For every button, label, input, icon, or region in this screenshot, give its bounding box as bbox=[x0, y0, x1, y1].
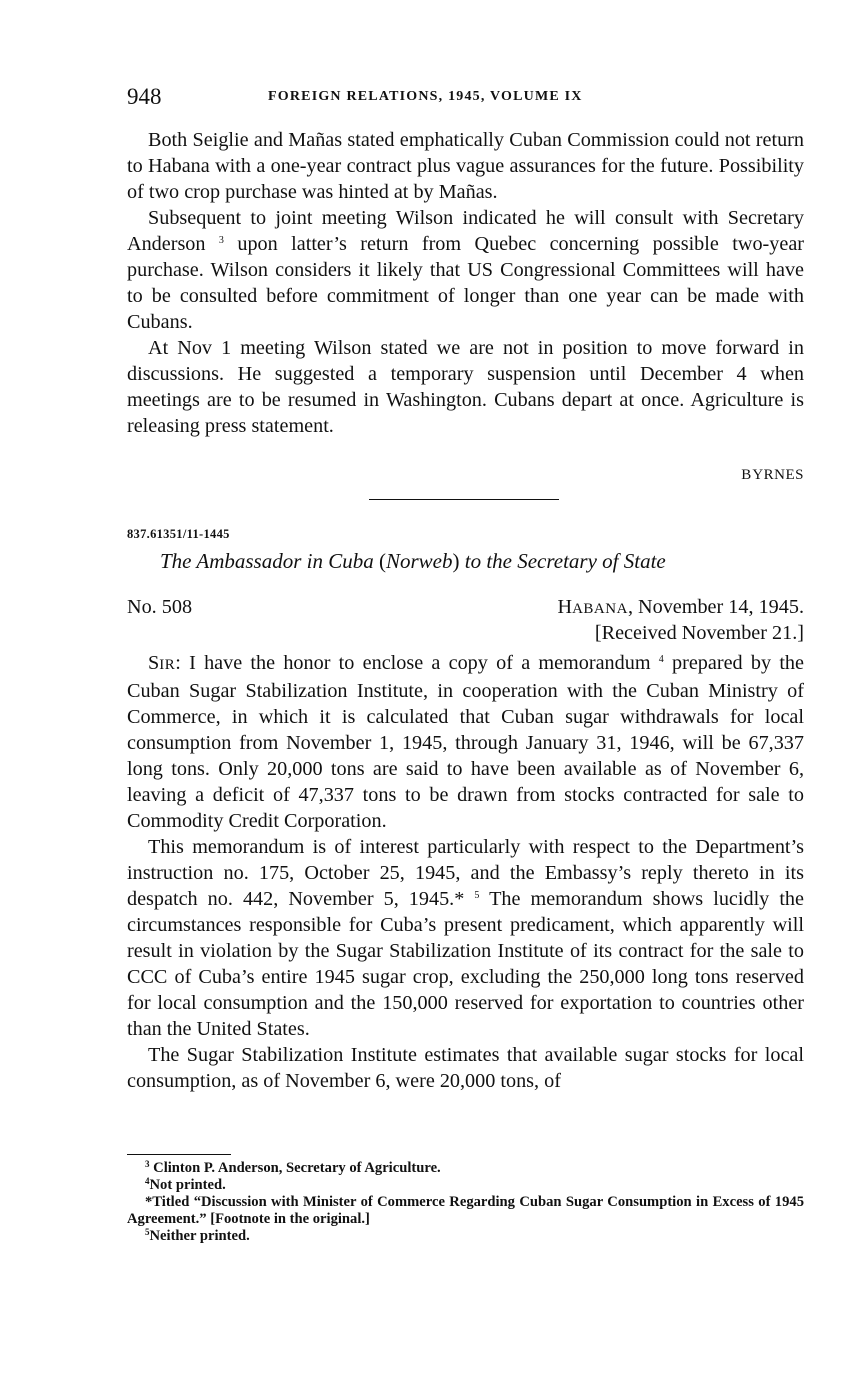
received-date: [Received November 21.] bbox=[594, 622, 804, 644]
paragraph: The Sugar Stabilization Institute estimates that available sugar stocks for local consumption, as of November 6, were 20,000 tons, of bbox=[127, 1044, 804, 1092]
paragraph: This memorandum is of interest particularly with respect to the Department’s instruction no. 175, October 25, 1945, and the Embassy’s reply thereto in its despatch no. 442, November 5, 1945.* $^5$ The memorandum shows lucidly the circumstances responsible for Cuba’s present predicament, which apparently will result in violation by the Sugar Stabilization Institute of its contract for the sale to CCC of Cuba’s entire 1945 sugar crop, excluding the 250,000 long tons reserved for local consumption and the 150,000 reserved for exportation to countries other than the United States. bbox=[127, 836, 804, 1040]
page-header bbox=[127, 84, 807, 114]
footnotes bbox=[127, 1160, 804, 1245]
page-number: 948 bbox=[127, 84, 162, 109]
document-title: The Ambassador in Cuba (Norweb) to the Secretary of State bbox=[160, 549, 666, 573]
paragraph: Both Seiglie and Mañas stated emphatically Cuban Commission could not return to Habana with a one-year contract plus vague assurances for the future. Possibility of two crop purchase was hinted at by Mañas. bbox=[127, 129, 804, 203]
footnote-reference: 4 bbox=[658, 654, 664, 665]
paragraph: SIR: I have the honor to enclose a copy of a memorandum $^4$ prepared by the Cuban Sugar Stabilization Institute, in cooperation with the Cuban Ministry of Commerce, in which it is calculated that Cuban sugar withdrawals for local consumption from November 1, 1945, through January 31, 1946, will be 67,337 long tons. Only 20,000 tons are said to have been available as of November 6, leaving a deficit of 47,337 tons to be drawn from stocks contracted for sale to Commodity Credit Corporation. bbox=[127, 652, 804, 832]
footnote: $^4$Not printed. bbox=[145, 1176, 226, 1193]
footnote-reference: 3 bbox=[218, 235, 224, 246]
footnote: $^5$Neither printed. bbox=[145, 1227, 250, 1244]
paragraph: At Nov 1 meeting Wilson stated we are not in position to move forward in discussions. He suggested a temporary suspension until December 4 when meetings are to be resumed in Washington. Cubans depart at once. Agriculture is releasing press statement. bbox=[127, 337, 804, 437]
file-number: 837.61351/11-1445 bbox=[127, 527, 230, 541]
document-body bbox=[127, 650, 804, 1094]
paragraph: Subsequent to joint meeting Wilson indicated he will consult with Secretary Anderson $^3$ upon latter’s return from Quebec concerning possible two-year purchase. Wilson considers it likely that US Congressional Committees will have to be consulted before commitment of longer than one year can be made with Cubans. bbox=[127, 207, 805, 333]
dateline: HABANA, November 14, 1945. bbox=[557, 596, 804, 618]
footnote-divider bbox=[127, 1154, 231, 1155]
signature: BYRNES bbox=[741, 467, 804, 483]
despatch-number: No. 508 bbox=[127, 596, 193, 618]
running-title: FOREIGN RELATIONS, 1945, VOLUME IX bbox=[268, 89, 583, 104]
footnote: $^3$ Clinton P. Anderson, Secretary of Agriculture. bbox=[145, 1159, 441, 1176]
section-divider bbox=[369, 499, 559, 500]
previous-document-body bbox=[127, 127, 804, 439]
footnote: *Titled “Discussion with Minister of Commerce Regarding Cuban Sugar Consumption in Excess of 1945 Agreement.” [Footnote in the original.] bbox=[127, 1194, 804, 1227]
footnote-reference: 5 bbox=[474, 890, 480, 901]
